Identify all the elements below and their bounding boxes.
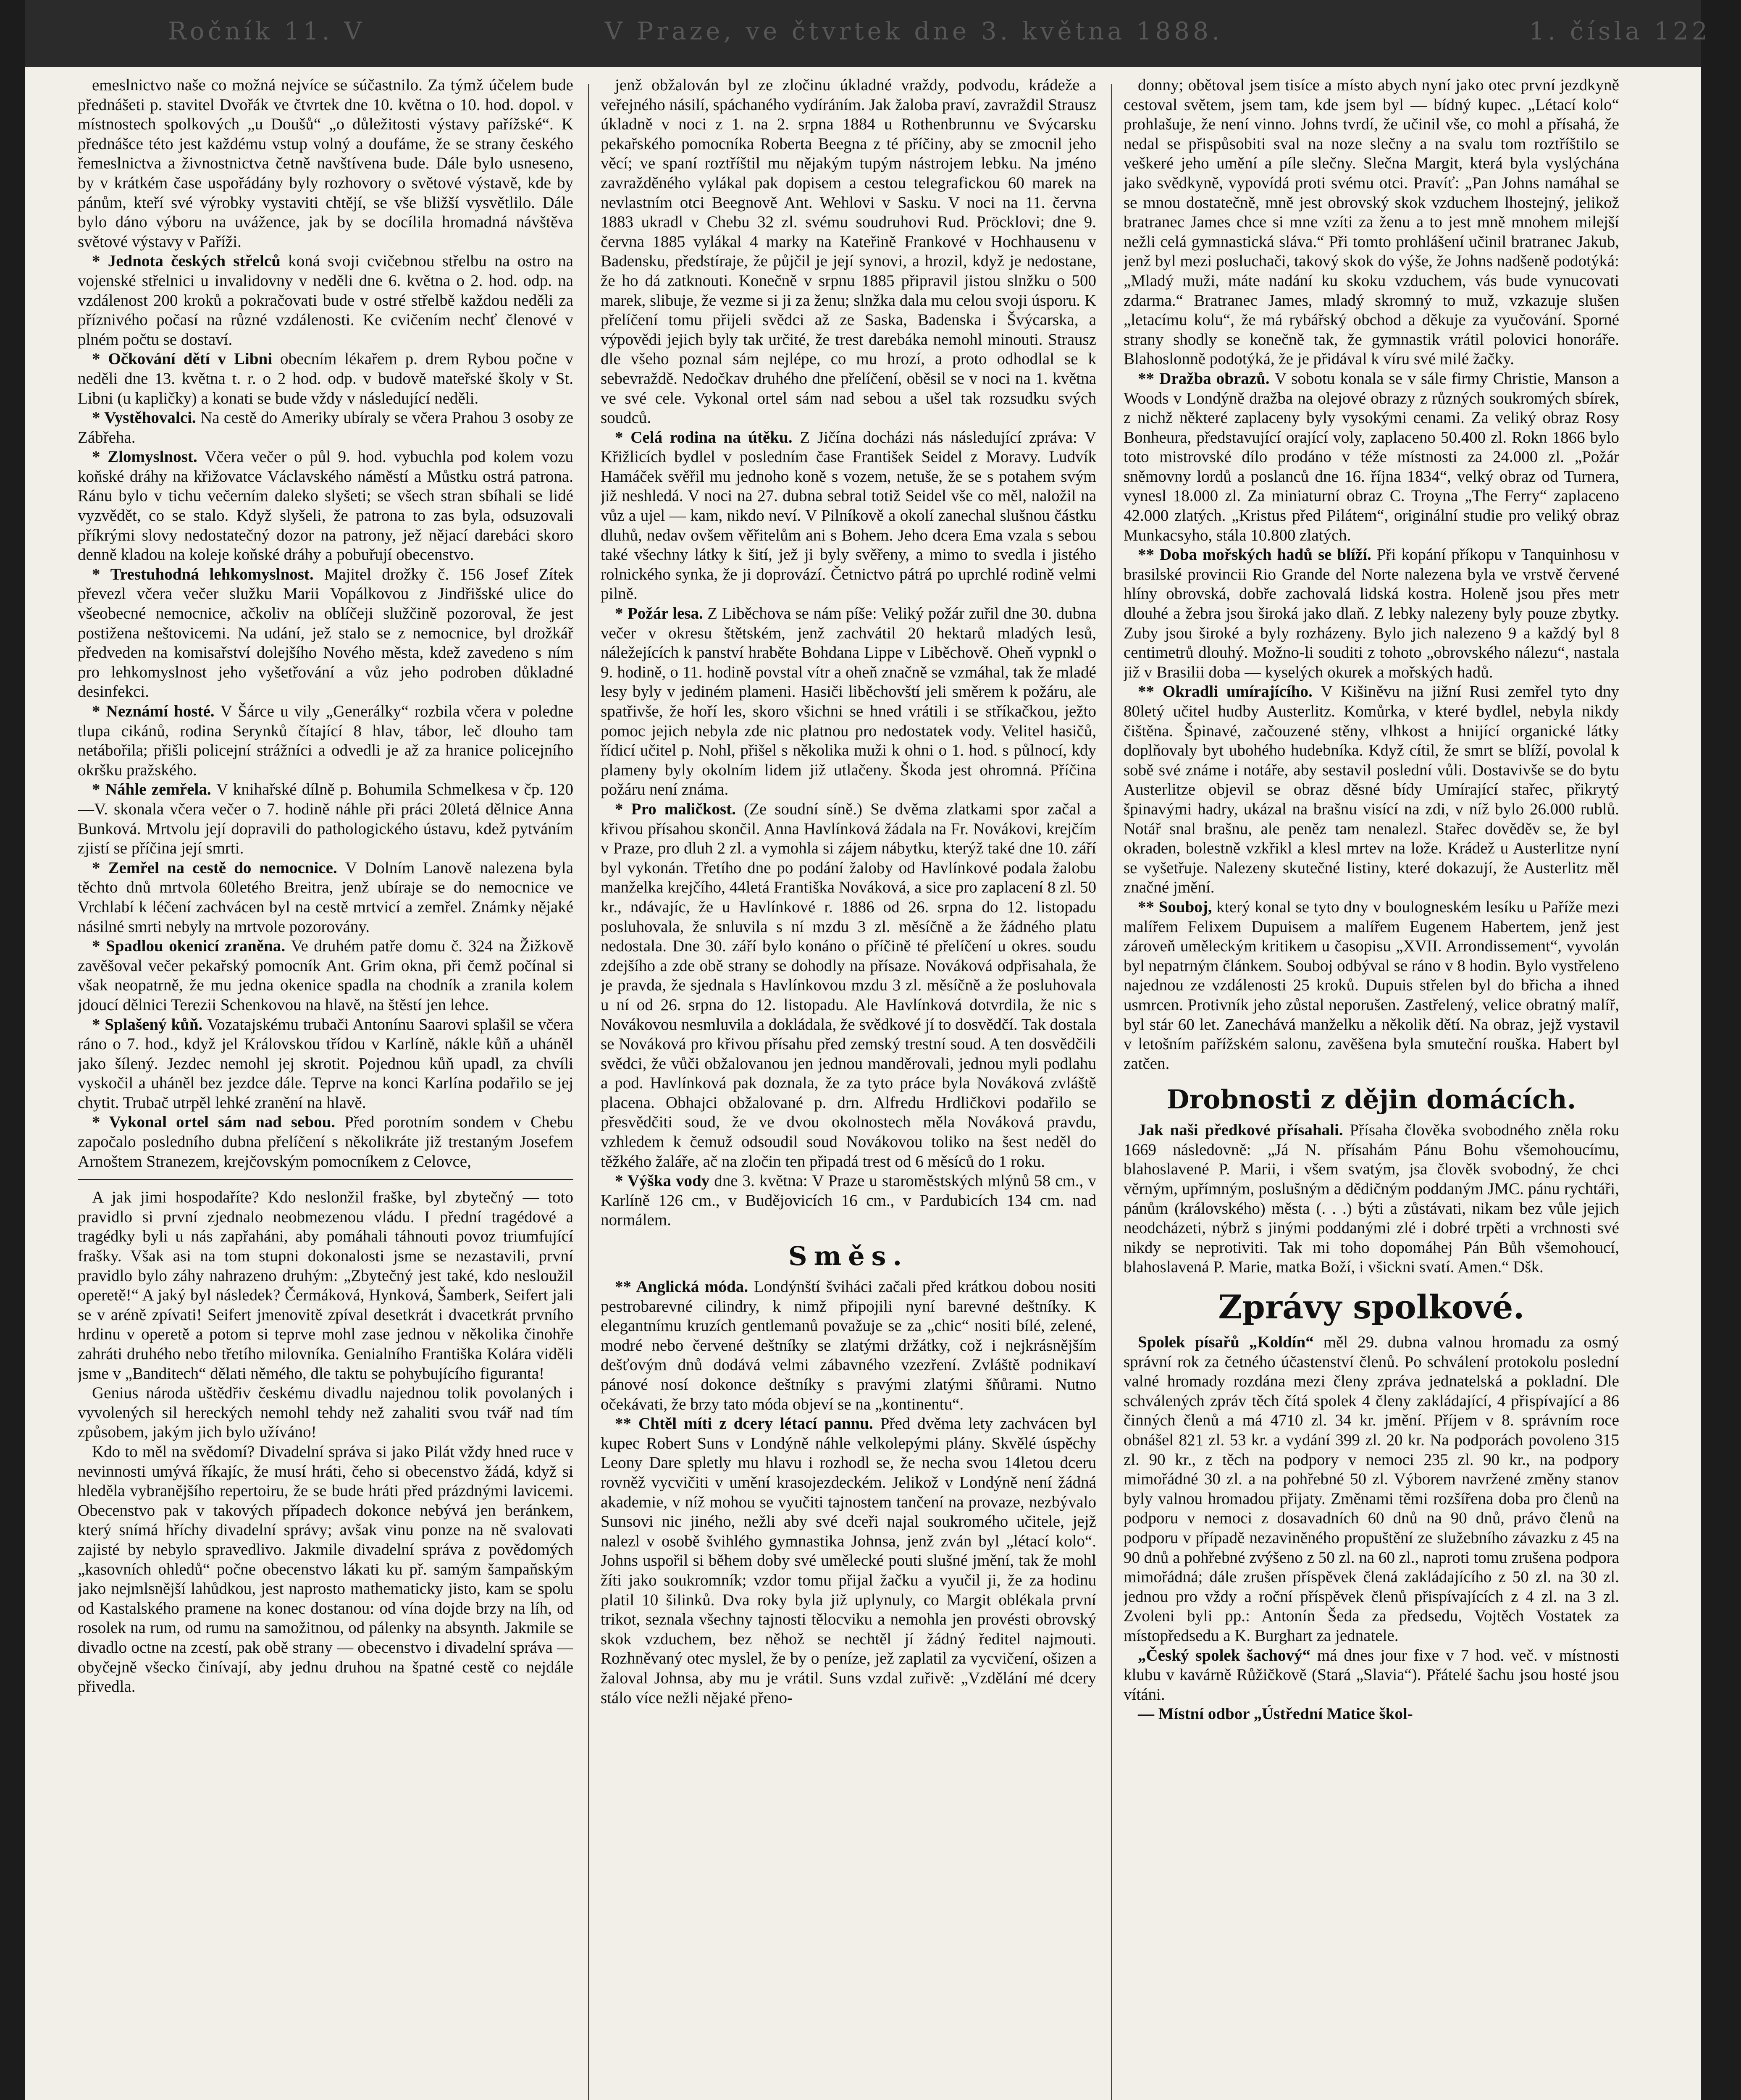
article-text: Kdo to měl na svědomí? Divadelní správa si jako Pilát vždy hned ruce v nevinnosti umývá říkajíc, že musí hráti, čeho si obecenstvo žádá, když si hleděla vybranějšího repertoiru, že se bude hráti před prázdnými lavicemi. Obecenstvo pak v takových případech dokonce nebývá jen beránkem, který snímá hříchy divadelní správy; avšak vinu ponze na ně svalovati zajisté by nebylo spravedlivo. Jakmile divadelní správa z povědomých „kasovních ohledů“ počne obecenstvo lákati ku př. samým šampaňským jako nejmlsnější lahůdkou, jest naprosto mathematicky jisto, kam se spolu od Kastalského pramene na konec dostanou: od vína dojde brzy na líh, od rosolek na rum, od rumu na samožitnou, od pálenky na absynth. Jakmile se divadlo octne na zcestí, pak obě strany — obecenstvo i divadelní správa — obyčejně všecko činívají, aby jednu druhou na špatné cestě co nejdále přivedla.: [78, 1442, 573, 1696]
article-text: Včera večer o půl 9. hod. vybuchla pod kolem vozu koňské dráhy na křižovatce Václavského náměstí a Můstku ostrá patrona. Ránu bylo v tichu večerním daleko slyšeti; se všech stran sbíhali se lidé vyzvědět, co se stalo. Když slyšeli, že patrona to zas byla, odsuzovali příkrými slovy nedostatečný dozor na patrony, jež nějací darebáci skoro denně kladou na koleje koňské dráhy a pobuřují obecenstvo.: [78, 448, 573, 564]
article-text: V sobotu konala se v sále firmy Christie, Manson a Woods v Londýně dražba na olejové obrazy z různých soukromých sbírek, z nichž některé zaplaceny byly vysokými cenami. Za veliký obraz Rosy Bonheura, představující orající voly, zaplaceno 50.400 zl. Rokn 1866 bylo toto mistrovské dílo prodáno v téže místnosti za 24.000 zl. „Požár sněmovny lordů a poslanců dne 16. října 1834“, velký obraz od Turnera, vynesl 18.000 zl. Za miniaturní obraz C. Troyna „The Ferry“ zaplaceno 42.000 zlatých. „Kristus před Pilátem“, originální studie pro veliký obraz Munkacsyho, stála 10.800 zlatých.: [1124, 369, 1619, 544]
article-text: dne 3. května: V Praze u staroměstských mlýnů 58 cm., v Karlíně 126 cm., v Budějovicích 16 cm., v Pardubicích 134 cm. nad normálem.: [601, 1172, 1096, 1229]
article-text: Vozatajskému trubači Antonínu Saarovi splašil se včera ráno o 7. hod., když jel Královskou třídou v Karlíně, nákle kůň a uháněl jako šílený. Jezdec nemohl jej skrotit. Pojednou kůň upadl, za chvíli vyskočil a uháněl bez jezdce dále. Teprve na konci Karlína podařilo se jej chytit. Trubač utrpěl lehké zranění na hlavě.: [78, 1015, 573, 1112]
article-paragraph: [78, 1188, 573, 1383]
article-headline: Jak naši předkové přísahali.: [1138, 1121, 1350, 1139]
article-text: koná svoji cvičebnou střelbu na ostro na vojenské střelnici u invalidovny v neděli dne 6. května o 2. hod. odp. na vzdálenost 200 kroků a pokračovati bude v ostré střelbě každou neděli za příznivého počasí na různé vzdálenosti. Ke cvičením nechť členové v plném počtu se dostaví.: [78, 252, 573, 349]
article-headline: „Český spolek šachový“: [1138, 1646, 1317, 1664]
article-text: Z Liběchova se nám píše: Veliký požár zuřil dne 30. dubna večer v okresu štětském, jenž zachvátil 20 hektarů mladých lesů, náležejících k panství hraběte Bohdana Lippe v Liběchově. Oheň vypnkl o 9. hodině, o 11. hodině povstal vítr a oheň značně se vzmáhal, tak že mladé lesy byly v jediném plameni. Hasiči liběchovští jeli směrem k požáru, ale spatřivše, že hoří les, skoro všichni se hned vrátili i se stříkačkou, ježto pomoc jejich nebyla zde nic platnou pro nedostatek vody. Velitel hasičů, řídicí učitel p. Nohl, přišel s několika muži k ohni o 1. hod. s půlnocí, kdy plameny byly okolním lidem již utlačeny. Škoda jest ohromná. Příčina požáru není známa.: [601, 604, 1096, 799]
column-rule: [1111, 84, 1112, 2100]
article-headline: * Zlomyslnost.: [92, 448, 205, 466]
article-headline: ** Okradli umírajícího.: [1138, 682, 1321, 701]
article-paragraph: [1124, 369, 1619, 545]
column-1: [78, 76, 573, 2100]
header-dateline: V Praze, ve čtvrtek dne 3. května 1888.: [605, 17, 1223, 45]
article-text: Před dvěma lety zachvácen byl kupec Robert Suns v Londýně náhle velkolepými plány. Skvělé úspěchy Leony Dare spletly mu hlavu i rozhodl se, že necha svou 14letou dceru rovněž vycvičiti v umění krasojezdeckém. Jelikož v Londýně není žádná akademie, v níž mohou se vyučiti tajnostem tančení na provaze, nezbývalo Sunsovi nic jiného, nežli aby své dceři najal soukromého učitele, jejž nalezl v osobě švihlého gymnastika Johnsa, jenž zván byl „létací kolo“. Johns uspořil si během doby své umělecké pouti slušné jmění, tak že mohl žíti jako soukromník; vzdor tomu přijal žačku a vyučil ji, že za hodinu platil 10 šilinků. Dva roky byla již uplynuly, co Margit oblékala první trikot, seznala všechny tajnosti tělocviku a nemohla jen provésti obrovský skok vzduchem, bez něhož se nechtěl jí žádný ředitel najmouti. Rozhněvaný otec myslel, že by o peníze, jež zaplatil za vycvičení, ošizen a žaloval Johnsa, aby mu je vrátil. Suns vzdal zuřivě: „Vzdělání mé dcery stálo více nežli nějaké přeno-: [601, 1415, 1096, 1707]
article-paragraph: [601, 1277, 1096, 1414]
article-paragraph: [1124, 682, 1619, 898]
page-header-strip: [25, 0, 1711, 67]
article-headline: ** Chtěl míti z dcery létací pannu.: [615, 1415, 880, 1433]
article-headline: * Jednota českých střelců: [92, 252, 289, 270]
column-3: [1124, 76, 1619, 2100]
section-heading: Směs.: [788, 1241, 909, 1272]
article-headline: * Výška vody: [615, 1172, 714, 1190]
article-text: Londýnští šviháci začali před krátkou dobou nositi pestrobarevné cilindry, k nimž připojili nyní barevné deštníky. K elegantnímu kruzích gentlemanů považuje se za „chic“ nositi bílé, zelené, modré nebo červené deštníky se zlatými držátky, což i nejkrásnějším dešťovým dnů dodává velmi zábavného vzezření. Zvláště podnikaví pánové nosí dokonce deštníky s pravými zlatými šňůrami. Nutno očekávati, že brzy tato móda objeví se na „kontinentu“.: [601, 1278, 1096, 1413]
article-paragraph: [1124, 1333, 1619, 1646]
article-headline: * Zemřel na cestě do nemocnice.: [92, 858, 345, 877]
article-text: Z Jičína docházi nás následující zpráva: V Křižlicích bydlel v posledním čase František Seidel z Moravy. Ludvík Hamáček svěřil mu jednoho koně s vozem, netuše, že se s potahem svým již neshledá. V noci na 27. dubna sebral totiž Seidel vše co měl, naložil na vůz a ujel — kam, nikdo neví. V Pilníkově a okolí zanechal slušnou částku dluhů, nedav ovšem věřitelům ani s Bohem. Jeho dcera Ema vzala s sebou také všechny látky k šití, jež ji byly svěřeny, a mimo to svedla i jistého rolnického synka, že ji doprovází. Četnictvo pátrá po uprchlé rodině velmi pilně.: [601, 428, 1096, 603]
article-text: V Dolním Lanově nalezena byla těchto dnů mrtvola 60letého Breitra, jenž ubíraje se do nemocnice ve Vrchlabí k léčení zachvácen byl na cestě mrtvicí a zemřel. Známky nějaké násilné smrti nebyly na mrtvole pozorovány.: [78, 858, 573, 936]
article-paragraph: [78, 1383, 573, 1442]
article-headline: ** Doba mořských hadů se blíží.: [1138, 546, 1377, 564]
article-text: měl 29. dubna valnou hromadu za osmý správní rok za četného účastenství členů. Po schválení protokolu poslední valné hromady rozdána mezi členy zpráva jednatelská a pokladní. Dle schválených zpráv těch čítá spolek 4 členy zakládající, 4 přispívající a 86 činných členů a má 4710 zl. 34 kr. jmění. Příjem v 8. správním roce obnášel 821 zl. 53 kr. a vydání 399 zl. 20 kr. Na podporách povoleno 315 zl. 90 kr., z těch na podpory v nemoci 235 zl. 90 kr., na podpory mimořádné 30 zl. a na pohřebné 50 zl. Výborem navržené změny stanov byly valnou hromadou přijaty. Změnami těmi rozšířena doba pro členů na podporu v nemoci z dosavadních 60 dnů na 90 dnů, právo členů na podporu v případě nezaviněného propuštění ze služebního závazku z 45 na 90 dnů a pohřebné zvýšeno z 50 zl. na 60 zl., naproti tomu zrušena podpora mimořádná; dále zrušen příspěvek člená zakládajícího z 50 zl. na 30 zl. jednou pro vždy a roční příspěvek členů přispívajících z 4 zl. na 3 zl. Zvoleni byli pp.: Antonín Šeda za předsedu, Vojtěch Vostatek za místopředsedu a K. Burghart za jednatele.: [1124, 1333, 1619, 1645]
article-paragraph: [78, 447, 573, 565]
article-paragraph: [1124, 1704, 1619, 1724]
article-headline: * Požár lesa.: [615, 604, 708, 623]
article-headline: * Náhle zemřela.: [92, 780, 216, 799]
article-paragraph: [78, 349, 573, 408]
article-paragraph: [78, 780, 573, 858]
section-heading: Zprávy spolkové.: [1218, 1288, 1525, 1327]
header-issue: 1. čísla 122: [1529, 17, 1711, 45]
article-text: emeslnictvo naše co možná nejvíce se súčastnilo. Za týmž účelem bude přednášeti p. stavitel Dvořák ve čtvrtek dne 10. května o 10. hod. dopol. v místnostech spolkových „u Doušů“ „o důležitosti výstavy pařížské“. K přednášce této jest každému vstup volný a doufáme, že se strany českého řemeslnictva a živnostnictva četně navštívena bude. Dále bylo usneseno, by v krátkém čase uspořádány byly rozhovory o světové výstavě, kde by pánům, kteří své výrobky vystaviti chtějí, se vše bližší vysvětlilo. Dále bylo dáno výboru na uvážence, jak by se docílila hromadná návštěva světové výstavy v Paříži.: [78, 76, 573, 251]
article-paragraph: [601, 1171, 1096, 1230]
article-headline: Spolek písařů „Koldín“: [1138, 1333, 1323, 1352]
article-paragraph: [78, 565, 573, 702]
article-headline: * Trestuhodná lehkomyslnost.: [92, 565, 324, 583]
article-text: Při kopání příkopu v Tanquinhosu v brasilské provincii Rio Grande del Norte nalezena byla ve vrstvě červené hlíny obrovská, dobře zachovalá lidská kostra. Holeně jsou přes metr dlouhé a žebra jsou široká jako dlaň. Z lebky nalezeny byly pouze zbytky. Zuby jsou široké a byly rozházeny. Bylo jich nalezeno 9 a každý byl 8 centimetrů dlouhý. Možno-li souditi z tohoto „obrovského nálezu“, nastala již v Brasilii doba — kyselých okurek a mořských hadů.: [1124, 546, 1619, 681]
article-headline: * Pro maličkost.: [615, 800, 744, 818]
article-text: V Šárce u vily „Generálky“ rozbila včera v poledne tlupa cikánů, rodina Serynků čítající 8 hlav, tábor, leč dlouho tam netábořila; přišli policejní strážníci a odvedli je až za hranice policejního okršku pražského.: [78, 702, 573, 779]
article-paragraph: [1124, 545, 1619, 682]
header-volume: Ročník 11. V: [168, 17, 365, 45]
article-text: který konal se tyto dny v boulogneském lesíku u Paříže mezi malířem Felixem Dupuisem a malířem Eugenem Habertem, jenž jest zároveň uměleckým kritikem u časopisu „XVII. Arrondissement“, vyvolán byl nepatrným článkem. Souboj odbýval se ráno v 8 hodin. Bylo vystřeleno najednou ze vzdálenosti 25 kroků. Dupuis střelen byl do břicha a ihned usmrcen. Protivník jeho zůstal neporušen. Zastřelený, velice obratný malíř, byl stár 60 let. Zanechává manželku a několik dětí. Na obraz, jejž vystavil v letošním pařížském salonu, zavěšena byla smuteční rouška. Habert byl zatčen.: [1124, 898, 1619, 1073]
article-headline: * Očkování dětí v Libni: [92, 350, 280, 368]
article-headline: — Místní odbor „Ústřední Matice škol-: [1138, 1705, 1413, 1723]
article-text: Přísaha člověka svobodného zněla roku 1669 následovně: „Já N. přísahám Pánu Bohu všemohoucímu, blahoslavené P. Marii, i všem svatým, jsa člověk svobodný, že chci věrným, upřímným, poslušným a dědičným poddaným JMC. pánu rychtáři, pánům (královského) města (. . .) býti a zůstávati, nikam bez vůle jejich neodcházeti, nýbrž s jinými poddanými zlé i dobré trpěti a vrchnosti své nikdy se neprotiviti. Tak mi toho dopomáhej Pán Bůh všemohoucí, blahoslavená P. Marie, matka Boží, i všickni svatí. Amen.“ Dšk.: [1124, 1121, 1619, 1276]
article-paragraph: [78, 76, 573, 252]
article-paragraph: [78, 702, 573, 780]
article-headline: * Vykonal ortel sám nad sebou.: [92, 1113, 344, 1131]
article-paragraph: [78, 1113, 573, 1171]
section-heading: Drobnosti z dějin domácích.: [1166, 1084, 1576, 1115]
article-headline: * Vystěhovalci.: [92, 409, 201, 427]
article-paragraph: [78, 1442, 573, 1697]
article-headline: * Spadlou okenicí zraněna.: [92, 937, 291, 956]
article-headline: ** Souboj,: [1138, 898, 1217, 916]
column-2: [601, 76, 1096, 2100]
article-text: donny; obětoval jsem tisíce a místo abych nyní jako otec první jezdkyně cestoval světem, jsem tam, kde jsem byl — bídný kupec. „Létací kolo“ prohlašuje, že není vinno. Johns tvrdí, že učinil vše, co mohl a přísahá, že nedal se přispůsobiti sval na noze slečny a na svalu tom roztříštilo se veškeré jeho umění a píle slečny. Slečna Margit, která byla vyslýchána jako svědkyně, vypovídá proti svému otci. Pravíť: „Pan Johns namáhal se se mnou dostatečně, mně jest obrovský skok vzduchem lhostejný, jelikož bratranec James chce si mne vzíti za ženu a to jest mně mnohem milejší nežli celá gymnastická sláva.“ Při tomto prohlášení učinil bratranec Jakub, jenž byl mezi posluchači, takový skok do výše, že Johns nadšeně podotýká: „Mladý muži, máte nadání ku skoku vzduchem, vás bude vynucovati zdarma.“ Bratranec James, mladý skromný to muž, vzkazuje slušen „letacímu kolu“, že má rybářský obchod a děkuje za vyučování. Sporné strany shodly se konečně tak, že gymnastik vrátil polovici honoráře. Blahoslonně podotýká, že je přidával k víru své milé žačky.: [1124, 76, 1619, 368]
article-text: Na cestě do Ameriky ubíraly se včera Prahou 3 osoby ze Zábřeha.: [78, 409, 573, 446]
article-paragraph: [78, 1015, 573, 1113]
article-paragraph: [601, 428, 1096, 604]
article-text: Před porotním sondem v Chebu započalo posledního dubna přelíčení s několikráte již trestaným Josefem Arnoštem Stranezem, krejčovským pomocníkem z Celovce,: [78, 1113, 573, 1171]
article-paragraph: [601, 604, 1096, 800]
article-text: (Ze soudní síně.) Se dvěma zlatkami spor začal a křivou přísahou skončil. Anna Havlínková žádala na Fr. Novákovi, krejčím v Praze, pro dluh 2 zl. a vymohla si zájem nábytku, kterýž také dne 10. září byl vykonán. Třetího dne po podání žaloby od Havlínkové podala žalobu manželka krejčího, 44letá Františka Nováková, a sice pro zaplacení 8 zl. 50 kr., ndávajíc, že u Havlínkové r. 1886 od 26. srpna do 12. listopadu posluhovala, že snluvila s ní mzdu 3 zl. měsíčně a že žádného platu nedostala. Dne 30. září bylo konáno o příčině té přelíčení u okres. soudu zdejšího a zde obě strany se dohodly na přísaze. Nováková odpřisahala, že je pravda, že sjednala s Havlínkovou mzdu 3 zl. měsíčně a že posluhovala u ní od 26. srpna do 12. listopadu. Ale Havlínková dotvrdila, že nic s Novákovou nesmluvila a dokládala, že svědkové jí to dosvědčí. Tak dostala se Nováková pro křivou přísahu před zemský trestní soud. A ten dosvědčili svědci, že vůči obžalovanou jen jednou manděrovali, jednou myli podlahu a pod. Havlínková pak doznala, že za tyto práce byla Nováková zvláště placena. Obhajci obžalované p. drn. Alfredu Hrdličkovi podařilo se přesvědčiti soud, že ve dvou okolnostech měla Nováková pravdu, vzhledem k čemuž odsoudil soud Novákovou toliko na šest neděl do těžkého žaláře, ač na zločin ten připadá trest od 6 měsíců do 1 roku.: [601, 800, 1096, 1171]
article-paragraph: [78, 858, 573, 937]
article-headline: * Celá rodina na útěku.: [615, 428, 800, 446]
column-rule: [588, 84, 589, 2100]
article-text: Ve druhém patře domu č. 324 na Žižkově zavěšoval večer pekařský pomocník Ant. Grim okna, při čemž počínal si však neopatrně, že mu jedna okenice spadla na chodník a zranila kolem jdoucí dělnici Terezii Schenkovou na hlavě, na štěstí jen lehce.: [78, 937, 573, 1014]
article-paragraph: [1124, 1121, 1619, 1277]
article-paragraph: [601, 76, 1096, 428]
article-text: A jak jimi hospodaříte? Kdo neslonžil fraške, byl zbytečný — toto pravidlo si první zjednalo neobmezenou vládu. I přední tragédové a tragédky byli u nás zapřaháni, aby pomáhali táhnouti povoz triumfující frašky. Však asi na tom stupni dokonalosti jsme se nezastavili, první pravidlo bylo záhy nahrazeno druhým: „Zbytečný jest také, kdo nesloužil operetě!“ A jaký byl následek? Čermáková, Hynková, Šamberk, Seifert jali se v aréně zpívati! Seifert jmenovitě zpíval desetkrát i dvacetkrát prvního hrdinu v operetě a potom si teprve mohl zase jednou v několika činohře zahráti druhého nebo třetího milovníka. Genialního Františka Kolára viděli jsme v „Banditech“ dělati němého, dle taktu se pohybujícího figuranta!: [78, 1188, 573, 1383]
article-headline: ** Dražba obrazů.: [1138, 369, 1275, 388]
article-paragraph: [1124, 1646, 1619, 1705]
article-paragraph: [1124, 898, 1619, 1074]
article-paragraph: [1124, 76, 1619, 369]
article-text: má dnes jour fixe v 7 hod. več. v místnosti klubu v kavárně Růžičkově (Stará „Slavia“). Přátelé šachu jsou hosté jsou vítáni.: [1124, 1646, 1619, 1704]
article-headline: * Splašený kůň.: [92, 1015, 207, 1034]
article-text: jenž obžalován byl ze zločinu úkladné vraždy, podvodu, krádeže a veřejného násilí, spáchaného vydíráním. Jak žaloba praví, zavraždil Strausz úkladně v noci z 1. na 2. srpna 1884 u Rothenbrunnu ve Svýcarsku pekařského pomocníka Roberta Beegna z té příčiny, aby se zmocnil jeho věcí; ve spaní roztříštil mu nějakým tupým nástrojem lebku. Na jméno zavražděného vylákal pak dopisem a cestou telegrafickou 60 marek na nevlastním otci Beegnově Ant. Wehlovi v Sasku. V noci na 11. června 1883 ukradl v Chebu 32 zl. svému soudruhovi Rud. Pröcklovi; dne 9. června 1885 vylákal 4 marky na Kateřině Frankové v Hochhausenu v Badensku, předstíraje, že půjčil je její synovi, a hrozil, když je nedostane, že ho dá zatknouti. Konečně v srpnu 1885 připravil jistou slnžku o 500 marek, slibuje, že vezme si ji za ženu; slnžka dala mu celou svoji úsporu. K přelíčení tomu přijeli svědci až ze Saska, Badenska i Švýcarska, a výpovědi jejich byly tak určité, že trest darebáka nemohl minouti. Strausz dle všeho poznal sám nejlépe, co mu hrozí, a proto odhodlal se k sebevraždě. Nedočkav druhého dne přelíčení, oběsil se v noci na 1. května ve své cele. Vykonal ortel sám nad sebou a ušel tak rozsudku svých soudců.: [601, 76, 1096, 427]
article-paragraph: [78, 252, 573, 349]
article-paragraph: [78, 408, 573, 447]
article-headline: * Neznámí hosté.: [92, 702, 221, 720]
article-text: V knihařské dílně p. Bohumila Schmelkesa v čp. 120—V. skonala včera večer o 7. hodině náhle při práci 20letá dělnice Anna Bunková. Mrtvolu její dopravili do pathologického ústavu, kdež pytváním zjistí se příčina její smrti.: [78, 780, 573, 858]
article-paragraph: [78, 937, 573, 1015]
article-text: V Kišiněvu na jižní Rusi zemřel tyto dny 80letý učitel hudby Austerlitz. Komůrka, v které bydlel, nebyla nikdy čištěna. Špinavé, začouzené stěny, vlhkost a hnijící organické látky doplňovaly byt ubohého hudebníka. Když cítil, že smrt se blíží, povolal k sobě své známe i notáře, aby sestavil poslední vůli. Dostavivše se do bytu Austerlitze objevil se obraz děsné bídy Umírající stařec, přikrytý špinavými hadry, ukázal na brašnu visící na zdi, v níž bylo 26.000 rublů. Notář snal brašnu, ale peněz tam nenalezl. Stařec dověděv se, že byl okraden, bolestně vzkřikl a klesl mrtev na lože. Krádež u Austerlitze nyní se vyšetřuje. Nalezeny skutečné listiny, které dokazují, že Austerlitz měl značné jmění.: [1124, 682, 1619, 897]
article-text: Majitel drožky č. 156 Josef Zítek převezl včera večer služku Marii Vopálkovou z Jindřišské ulice do všeobecné nemocnice, ačkoliv na oblíčeji služčině pozoroval, že jest postižena neštovicemi. Na udání, jež stalo se z nemocnice, byl drožkář předveden na komisařství dolejšího Nového města, kdež zavedeno s ním pro lehkomyslnost jeho vyšetřování a vůz jeho podroben důkladné desinfekci.: [78, 565, 573, 701]
article-text: Genius národa uštědřiv českému divadlu najednou tolik povolaných i vyvolených sil hereckých nemohl tehdy než zahaliti svou tvář nad tím způsobem, jakým jich bylo užíváno!: [78, 1384, 573, 1441]
article-text: obecním lékařem p. drem Rybou počne v neděli dne 13. května t. r. o 2 hod. odp. v budově mateřské školy v St. Libni (u kapličky) a konati se bude vždy v následující neděli.: [78, 350, 573, 407]
feuilleton-divider: [78, 1179, 573, 1180]
article-paragraph: [601, 1414, 1096, 1708]
article-paragraph: [601, 800, 1096, 1171]
article-headline: ** Anglická móda.: [615, 1278, 754, 1296]
